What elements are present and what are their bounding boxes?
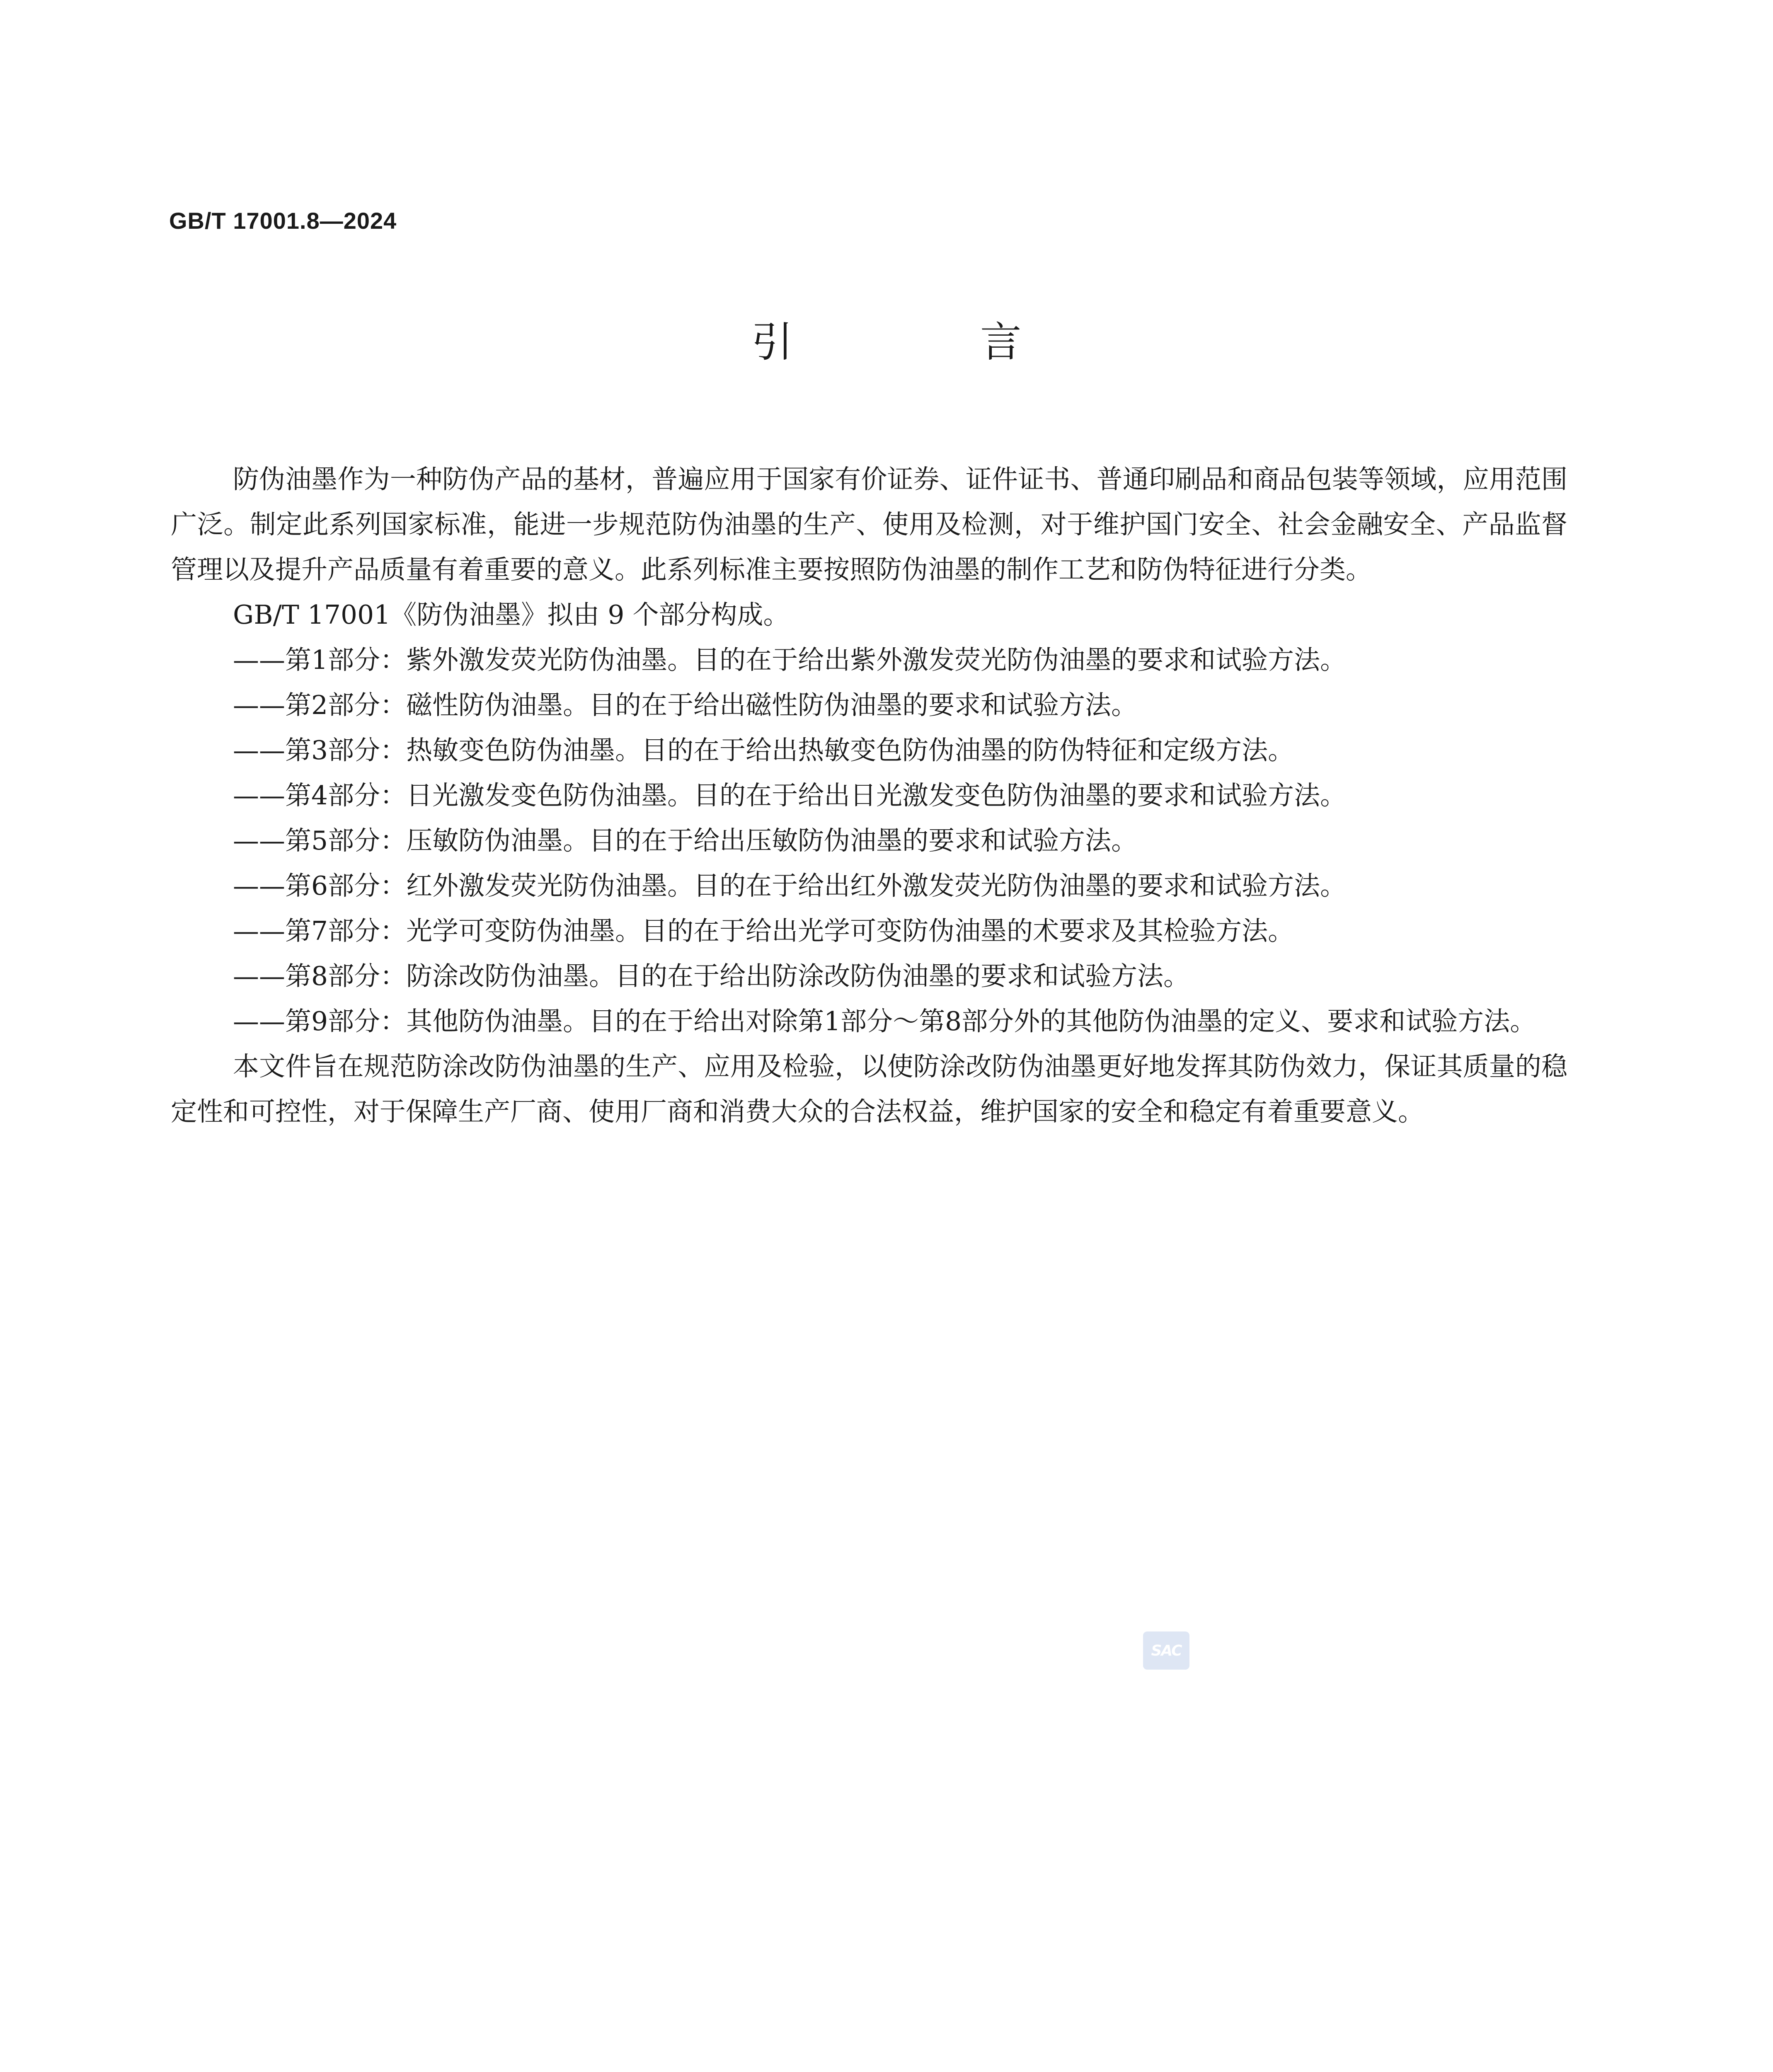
list-item-part-8: ——第8部分：防涂改防伪油墨。目的在于给出防涂改防伪油墨的要求和试验方法。 (233, 961, 1190, 991)
body-text (171, 457, 1567, 1134)
intro-paragraph: 防伪油墨作为一种防伪产品的基材，普遍应用于国家有价证券、证件证书、普通印刷品和商品包装等领域，应用范围广泛。制定此系列国家标准，能进一步规范防伪油墨的生产、使用及检测，对于维护国门安全、社会金融安全、产品监督管理以及提升产品质量有着重要的意义。此系列标准主要按照防伪油墨的制作工艺和防伪特征进行分类。 (171, 464, 1567, 585)
list-item-part-5: ——第5部分：压敏防伪油墨。目的在于给出压敏防伪油墨的要求和试验方法。 (233, 825, 1138, 856)
list-item-part-9: ——第9部分：其他防伪油墨。目的在于给出对除第1部分～第8部分外的其他防伪油墨的定义、要求和试验方法。 (233, 1006, 1536, 1036)
page-title: 引 言 (751, 318, 1109, 366)
list-item-part-4: ——第4部分：日光激发变色防伪油墨。目的在于给出日光激发变色防伪油墨的要求和试验方法。 (233, 780, 1347, 811)
parts-list (171, 637, 1567, 1044)
sac-watermark-logo: SAC (1143, 1631, 1189, 1670)
list-item-part-7: ——第7部分：光学可变防伪油墨。目的在于给出光学可变防伪油墨的术要求及其检验方法。 (233, 916, 1294, 946)
document-code: GB/T 17001.8—2024 (169, 208, 397, 234)
parts-intro: GB/T 17001《防伪油墨》拟由 9 个部分构成。 (233, 600, 790, 630)
list-item-part-6: ——第6部分：红外激发荧光防伪油墨。目的在于给出红外激发荧光防伪油墨的要求和试验方法。 (233, 871, 1347, 901)
list-item-part-2: ——第2部分：磁性防伪油墨。目的在于给出磁性防伪油墨的要求和试验方法。 (233, 690, 1138, 720)
purpose-paragraph: 本文件旨在规范防涂改防伪油墨的生产、应用及检验，以使防涂改防伪油墨更好地发挥其防伪效力，保证其质量的稳定性和可控性，对于保障生产厂商、使用厂商和消费大众的合法权益，维护国家的安全和稳定有着重要意义。 (171, 1051, 1567, 1127)
list-item-part-1: ——第1部分：紫外激发荧光防伪油墨。目的在于给出紫外激发荧光防伪油墨的要求和试验方法。 (233, 645, 1347, 675)
list-item-part-3: ——第3部分：热敏变色防伪油墨。目的在于给出热敏变色防伪油墨的防伪特征和定级方法。 (233, 735, 1294, 765)
